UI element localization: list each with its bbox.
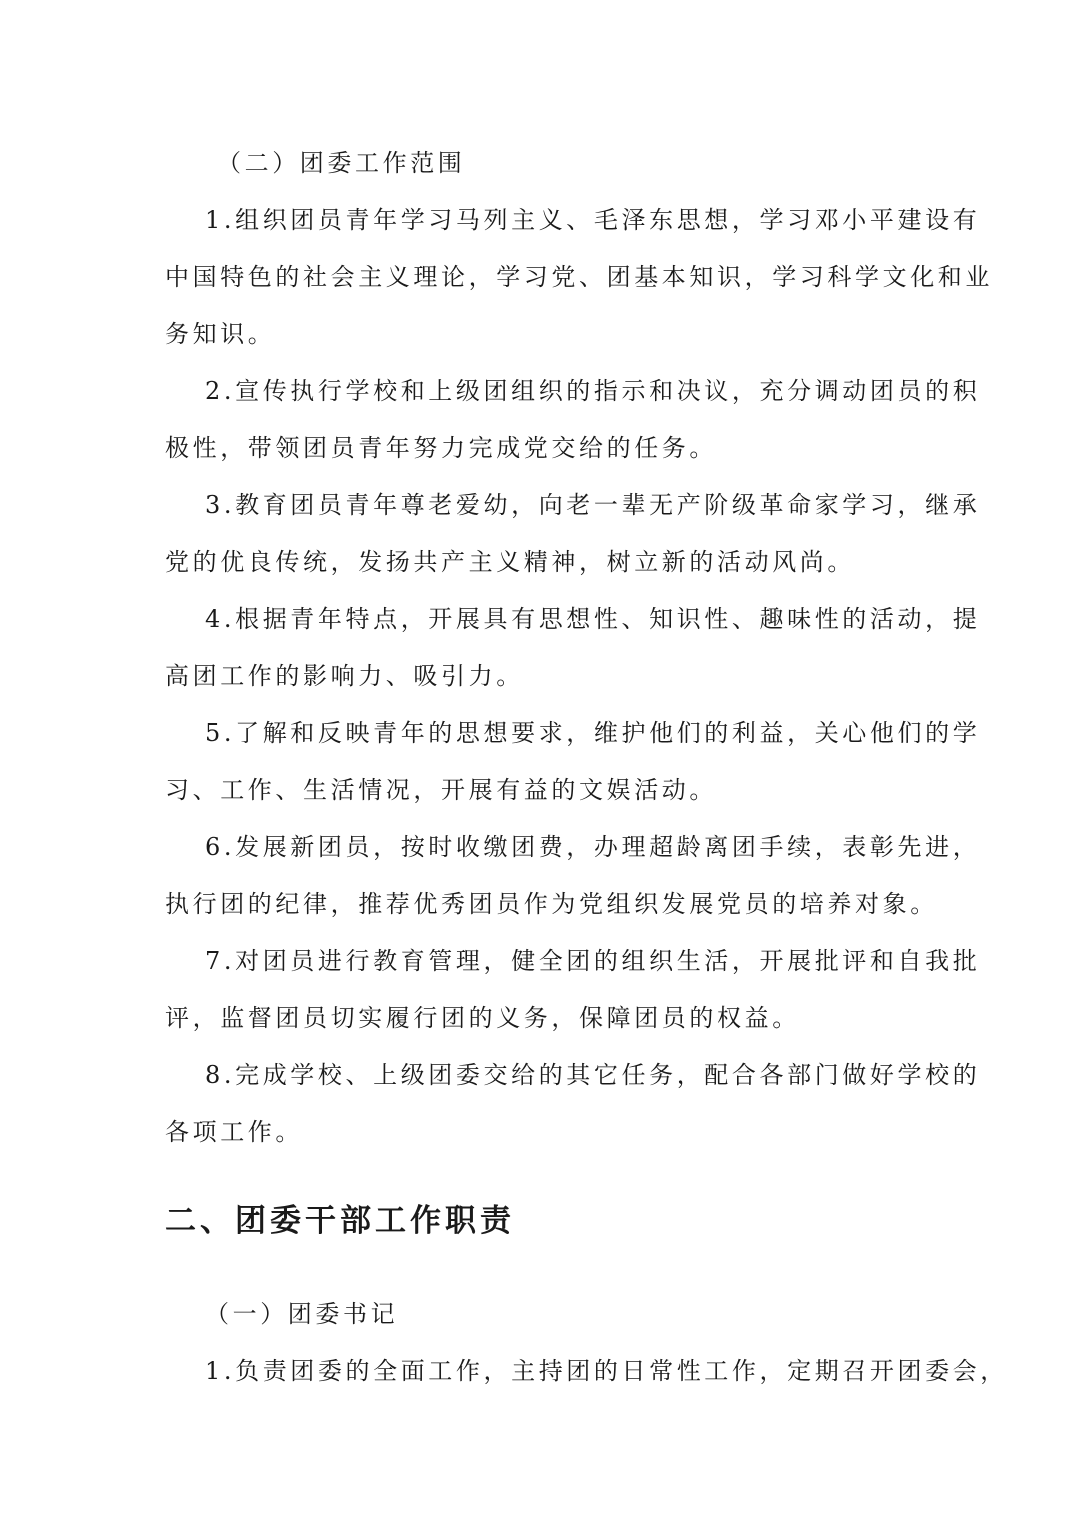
section-heading-cadre-duties: 二、团委干部工作职责 [165, 1203, 515, 1239]
paragraph-line: 6.发展新团员，按时收缴团费，办理超龄离团手续，表彰先进， [205, 833, 981, 861]
list-item-5 [165, 705, 981, 819]
list-item-3 [165, 477, 981, 591]
spacer [165, 1161, 917, 1196]
list-item-2 [165, 363, 981, 477]
paragraph-line: 中国特色的社会主义理论，学习党、团基本知识，学习科学文化和业 [165, 263, 993, 291]
document-body [165, 135, 1008, 1400]
list-item-4 [165, 591, 981, 705]
paragraph-line: 7.对团员进行教育管理，健全团的组织生活，开展批评和自我批 [205, 947, 981, 975]
paragraph-line: 8.完成学校、上级团委交给的其它任务，配合各部门做好学校的 [205, 1061, 981, 1089]
list-item-1 [165, 192, 993, 363]
subsection-heading-secretary: （一）团委书记 [205, 1300, 399, 1328]
paragraph-line: 各项工作。 [165, 1118, 303, 1146]
paragraph-line: 党的优良传统，发扬共产主义精神，树立新的活动风尚。 [165, 548, 855, 576]
list-item-8 [165, 1047, 981, 1161]
paragraph-line: 高团工作的影响力、吸引力。 [165, 662, 524, 690]
paragraph-line: 2.宣传执行学校和上级团组织的指示和决议，充分调动团员的积 [205, 377, 981, 405]
paragraph-line: 4.根据青年特点，开展具有思想性、知识性、趣味性的活动，提 [205, 605, 981, 633]
paragraph-line: 务知识。 [165, 320, 276, 348]
paragraph-line: 1.负责团委的全面工作，主持团的日常性工作，定期召开团委会， [205, 1357, 1008, 1385]
paragraph-line: 5.了解和反映青年的思想要求，维护他们的利益，关心他们的学 [205, 719, 981, 747]
list-item-6 [165, 819, 981, 933]
subsection-heading-work-scope: （二）团委工作范围 [217, 149, 466, 177]
paragraph-line: 习、工作、生活情况，开展有益的文娱活动。 [165, 776, 717, 804]
paragraph-line: 极性，带领团员青年努力完成党交给的任务。 [165, 434, 717, 462]
paragraph-line: 执行团的纪律，推荐优秀团员作为党组织发展党员的培养对象。 [165, 890, 938, 918]
paragraph-line: 评，监督团员切实履行团的义务，保障团员的权益。 [165, 1004, 800, 1032]
list-item-7 [165, 933, 981, 1047]
paragraph-line: 3.教育团员青年尊老爱幼，向老一辈无产阶级革命家学习，继承 [205, 491, 981, 519]
spacer [165, 1246, 917, 1286]
paragraph-line: 1.组织团员青年学习马列主义、毛泽东思想，学习邓小平建设有 [205, 206, 981, 234]
